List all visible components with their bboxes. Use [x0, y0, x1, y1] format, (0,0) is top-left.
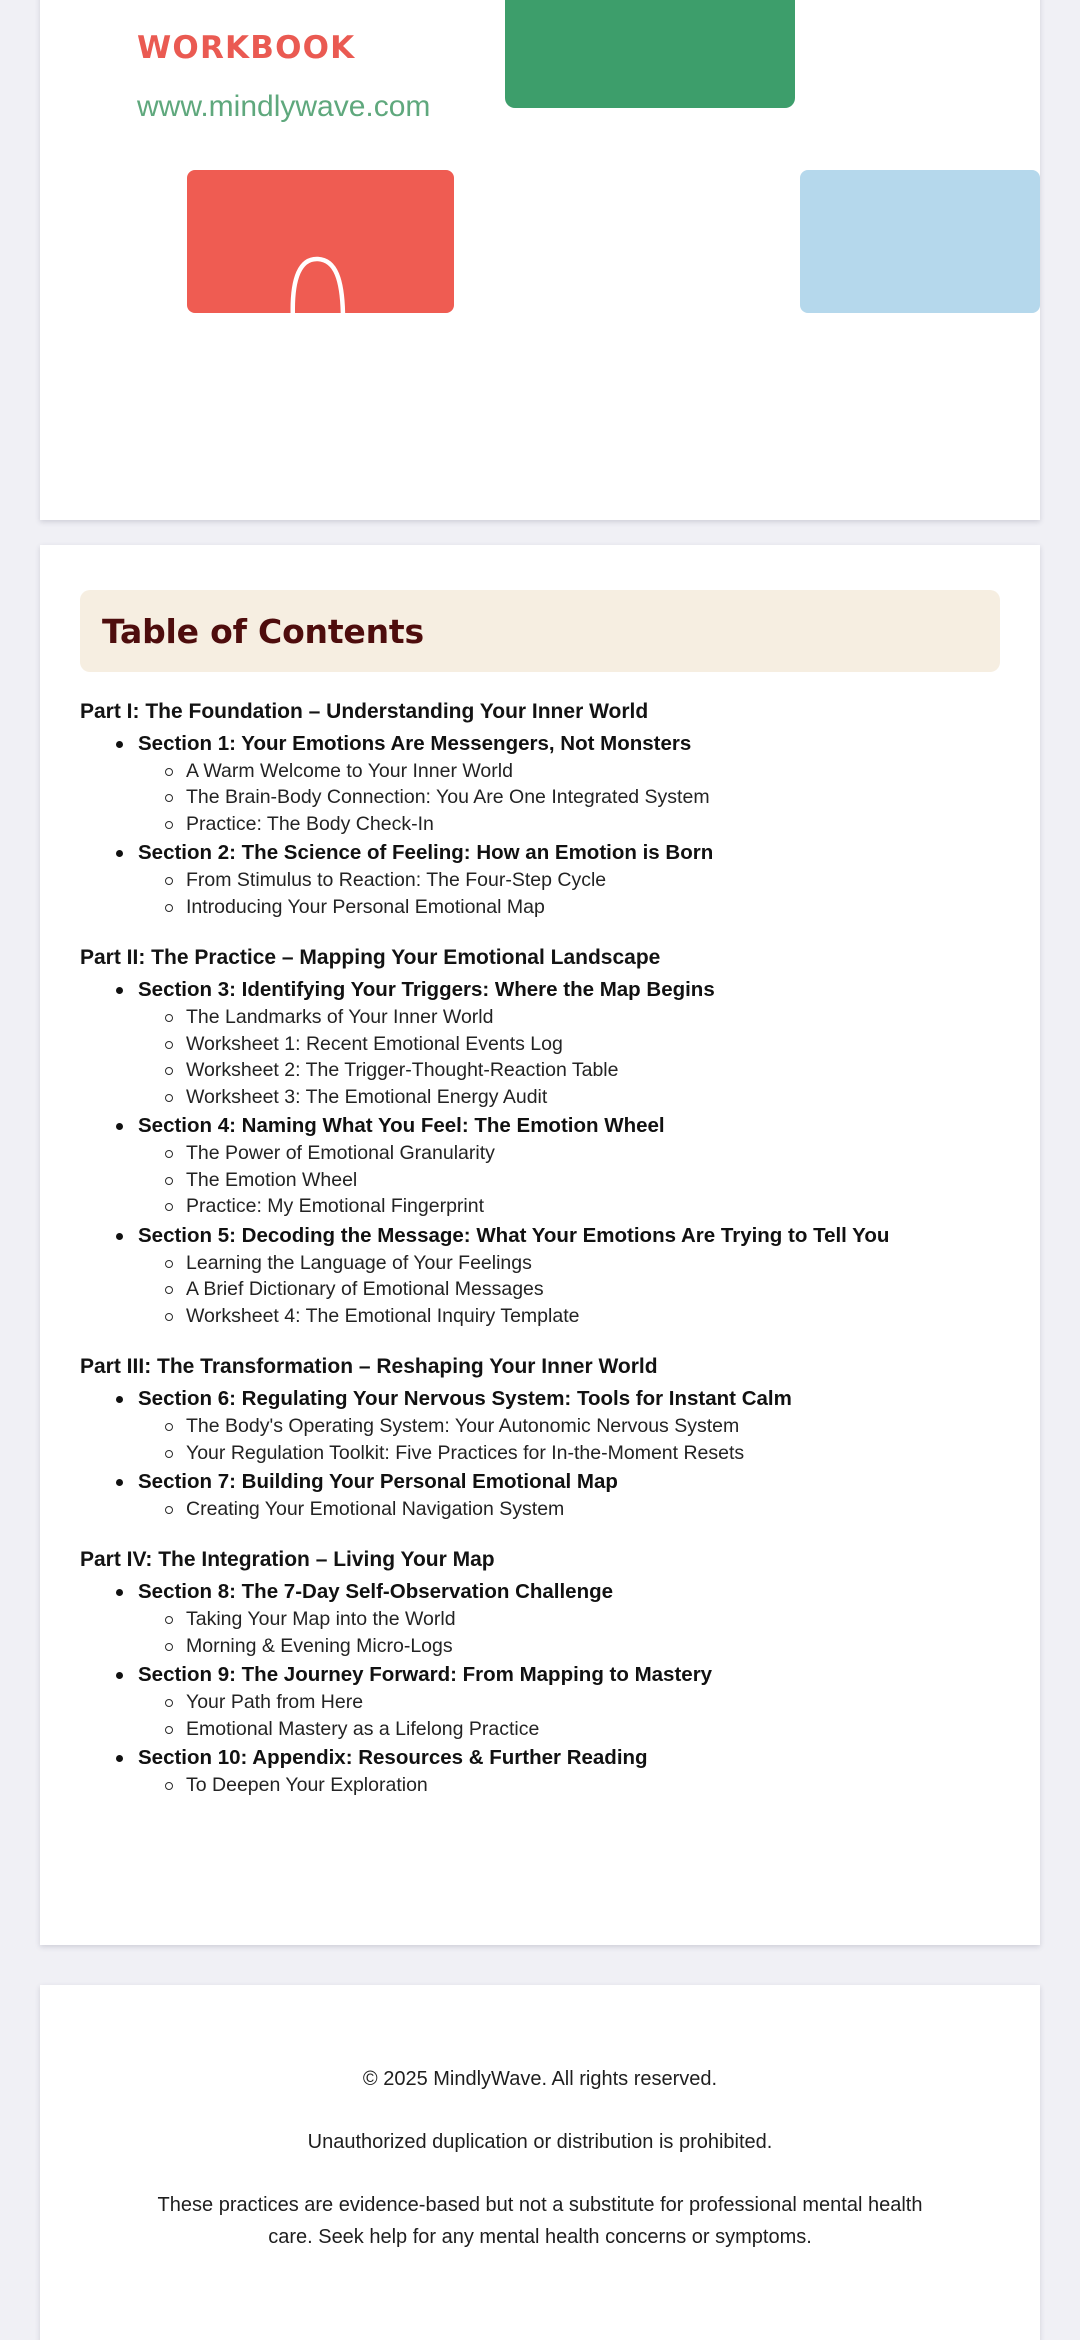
toc-subsection-item[interactable]	[160, 811, 1000, 838]
toc-section-label: Section 4: Naming What You Feel: The Emotion Wheel	[138, 1114, 665, 1138]
toc-subsection-item[interactable]	[160, 1004, 1000, 1031]
toc-subsection-item[interactable]	[160, 1689, 1000, 1716]
toc-banner	[80, 590, 1000, 672]
bullet-ring-icon	[165, 1177, 173, 1185]
bullet-ring-icon	[165, 904, 173, 912]
green-rectangle-shape	[505, 0, 795, 108]
bullet-ring-icon	[165, 1782, 173, 1790]
bullet-ring-icon	[165, 1286, 173, 1294]
toc-subsection-label: Worksheet 1: Recent Emotional Events Log	[186, 1032, 563, 1055]
bullet-ring-icon	[165, 1726, 173, 1734]
toc-subsection-list	[160, 1689, 1000, 1742]
bullet-ring-icon	[165, 1450, 173, 1458]
toc-subsection-label: Practice: My Emotional Fingerprint	[186, 1195, 485, 1218]
toc-section-label: Section 5: Decoding the Message: What Your Emotions Are Trying to Tell You	[138, 1223, 890, 1247]
toc-section-label: Section 9: The Journey Forward: From Mapping to Mastery	[138, 1663, 713, 1687]
toc-subsection-item[interactable]	[160, 1167, 1000, 1194]
toc-subsection-label: Emotional Mastery as a Lifelong Practice	[186, 1717, 540, 1740]
toc-subsection-label: Morning & Evening Micro-Logs	[186, 1634, 453, 1657]
bullet-ring-icon	[165, 1616, 173, 1624]
toc-subsection-item[interactable]	[160, 894, 1000, 921]
yellow-circle-shape	[800, 0, 1040, 108]
bullet-ring-icon	[165, 1067, 173, 1075]
toc-subsection-item[interactable]	[160, 1716, 1000, 1743]
toc-subsection-list	[160, 1004, 1000, 1110]
bullet-ring-icon	[165, 1203, 173, 1211]
toc-subsection-list	[160, 1496, 1000, 1523]
yellow-shape-curve-icon	[800, 0, 1040, 108]
toc-section-item[interactable]	[110, 976, 1000, 1110]
toc-subsection-item[interactable]	[160, 1084, 1000, 1111]
toc-section-list	[110, 976, 1000, 1329]
bullet-dot-icon	[116, 1589, 123, 1596]
bullet-ring-icon	[165, 1260, 173, 1268]
toc-subsection-item[interactable]	[160, 1772, 1000, 1799]
toc-subsection-label: Taking Your Map into the World	[186, 1608, 456, 1631]
bullet-ring-icon	[165, 1041, 173, 1049]
bullet-dot-icon	[116, 1123, 123, 1130]
bullet-dot-icon	[116, 1672, 123, 1679]
bullet-ring-icon	[165, 1506, 173, 1514]
toc-section-list	[110, 1578, 1000, 1798]
toc-subsection-item[interactable]	[160, 1193, 1000, 1220]
toc-subsection-item[interactable]	[160, 1633, 1000, 1660]
toc-section-label: Section 3: Identifying Your Triggers: Where the Map Begins	[138, 978, 715, 1002]
toc-subsection-label: The Power of Emotional Granularity	[186, 1142, 495, 1165]
bullet-dot-icon	[116, 741, 123, 748]
toc-subsection-list	[160, 758, 1000, 838]
bullet-ring-icon	[165, 877, 173, 885]
toc-subsection-label: Introducing Your Personal Emotional Map	[186, 895, 545, 918]
toc-subsection-item[interactable]	[160, 1413, 1000, 1440]
toc-subsection-item[interactable]	[160, 1057, 1000, 1084]
toc-subsection-list	[160, 1772, 1000, 1799]
bullet-dot-icon	[116, 1396, 123, 1403]
toc-subsection-item[interactable]	[160, 784, 1000, 811]
cover-title: WORKBOOK	[137, 30, 356, 66]
toc-section-list	[110, 1385, 1000, 1522]
toc-subsection-label: Worksheet 3: The Emotional Energy Audit	[186, 1085, 548, 1108]
bullet-dot-icon	[116, 1233, 123, 1240]
toc-subsection-label: The Brain-Body Connection: You Are One Integrated System	[186, 786, 710, 809]
toc-subsection-label: To Deepen Your Exploration	[186, 1774, 428, 1797]
toc-part-title: Part II: The Practice – Mapping Your Emotional Landscape	[80, 946, 661, 970]
toc-part-title: Part IV: The Integration – Living Your Map	[80, 1548, 495, 1572]
footer-content	[40, 1985, 1040, 2254]
blue-rectangle-shape	[800, 170, 1040, 313]
toc-subsection-item[interactable]	[160, 1496, 1000, 1523]
toc-section-label: Section 2: The Science of Feeling: How an Emotion is Born	[138, 841, 714, 865]
toc-section-label: Section 7: Building Your Personal Emotional Map	[138, 1470, 618, 1494]
bullet-ring-icon	[165, 1313, 173, 1321]
toc-subsection-label: Learning the Language of Your Feelings	[186, 1251, 532, 1274]
toc-subsection-label: Worksheet 4: The Emotional Inquiry Template	[186, 1304, 580, 1327]
toc-subsection-list	[160, 1413, 1000, 1466]
toc-subsection-item[interactable]	[160, 1250, 1000, 1277]
toc-section-item[interactable]	[110, 1112, 1000, 1219]
toc-section-label: Section 1: Your Emotions Are Messengers, Not Monsters	[138, 732, 692, 755]
table-of-contents-page	[40, 545, 1040, 1945]
bullet-ring-icon	[165, 1423, 173, 1431]
bullet-ring-icon	[165, 1643, 173, 1651]
toc-subsection-item[interactable]	[160, 1606, 1000, 1633]
toc-section-item[interactable]	[110, 730, 1000, 837]
bullet-dot-icon	[116, 850, 123, 857]
page-title: Table of Contents	[102, 611, 424, 651]
toc-subsection-list	[160, 867, 1000, 920]
toc-subsection-label: A Warm Welcome to Your Inner World	[186, 759, 513, 782]
red-rectangle-shape	[187, 170, 454, 313]
toc-subsection-item[interactable]	[160, 1303, 1000, 1330]
copyright-text: © 2025 MindlyWave. All rights reserved.	[362, 2068, 718, 2090]
toc-subsection-item[interactable]	[160, 867, 1000, 894]
toc-subsection-item[interactable]	[160, 1440, 1000, 1467]
toc-section-item[interactable]	[110, 1468, 1000, 1522]
toc-subsection-label: Your Regulation Toolkit: Five Practices for In-the-Moment Resets	[186, 1441, 745, 1464]
toc-subsection-label: From Stimulus to Reaction: The Four-Step Cycle	[186, 869, 607, 892]
bullet-ring-icon	[165, 1699, 173, 1707]
medical-disclaimer: These practices are evidence-based but not a substitute for professional mental health care. Seek help for any mental health concerns or symptoms.	[157, 2194, 923, 2249]
toc-section-label: Section 10: Appendix: Resources & Further Reading	[138, 1746, 648, 1770]
toc-section-item[interactable]	[110, 1661, 1000, 1742]
bullet-dot-icon	[116, 1479, 123, 1486]
toc-subsection-item[interactable]	[160, 1140, 1000, 1167]
toc-subsection-label: The Emotion Wheel	[186, 1168, 358, 1191]
footer-page	[40, 1985, 1040, 2340]
toc-subsection-label: The Landmarks of Your Inner World	[186, 1006, 494, 1029]
toc-section-label: Section 6: Regulating Your Nervous System: Tools for Instant Calm	[138, 1387, 792, 1411]
bullet-ring-icon	[165, 1150, 173, 1158]
cover-website-url: www.mindlywave.com	[137, 90, 431, 123]
toc-part-title: Part I: The Foundation – Understanding Your Inner World	[80, 700, 649, 723]
toc-subsection-item[interactable]	[160, 1276, 1000, 1303]
green-shape-curve-icon	[505, 0, 795, 108]
cover-page	[40, 0, 1040, 520]
toc-content	[80, 700, 1000, 1799]
toc-section-item[interactable]	[110, 1385, 1000, 1466]
toc-subsection-item[interactable]	[160, 1031, 1000, 1058]
unauthorized-use-notice: Unauthorized duplication or distribution is prohibited.	[307, 2131, 773, 2153]
bullet-ring-icon	[165, 1094, 173, 1102]
bullet-dot-icon	[116, 1755, 123, 1762]
toc-section-item[interactable]	[110, 1578, 1000, 1659]
toc-section-item[interactable]	[110, 1744, 1000, 1798]
toc-subsection-label: Your Path from Here	[186, 1691, 364, 1714]
toc-subsection-label: Worksheet 2: The Trigger-Thought-Reaction Table	[186, 1059, 619, 1082]
bullet-dot-icon	[116, 987, 123, 994]
bullet-ring-icon	[165, 1014, 173, 1022]
toc-section-label: Section 8: The 7-Day Self-Observation Challenge	[138, 1580, 614, 1604]
bullet-ring-icon	[165, 821, 173, 829]
toc-part-title: Part III: The Transformation – Reshaping Your Inner World	[80, 1355, 658, 1379]
bullet-ring-icon	[165, 794, 173, 802]
bullet-ring-icon	[165, 768, 173, 776]
toc-subsection-list	[160, 1250, 1000, 1330]
toc-section-list	[110, 730, 1000, 920]
toc-section-item[interactable]	[110, 839, 1000, 920]
cover-artwork	[40, 0, 1040, 520]
toc-subsection-label: A Brief Dictionary of Emotional Messages	[186, 1278, 544, 1301]
toc-subsection-list	[160, 1606, 1000, 1659]
toc-subsection-item[interactable]	[160, 758, 1000, 785]
toc-section-item[interactable]	[110, 1222, 1000, 1329]
red-shape-curve-icon	[187, 170, 454, 313]
toc-subsection-label: Creating Your Emotional Navigation System	[186, 1497, 565, 1520]
toc-subsection-label: The Body's Operating System: Your Autonomic Nervous System	[186, 1414, 740, 1437]
toc-subsection-list	[160, 1140, 1000, 1220]
toc-subsection-label: Practice: The Body Check-In	[186, 812, 434, 835]
